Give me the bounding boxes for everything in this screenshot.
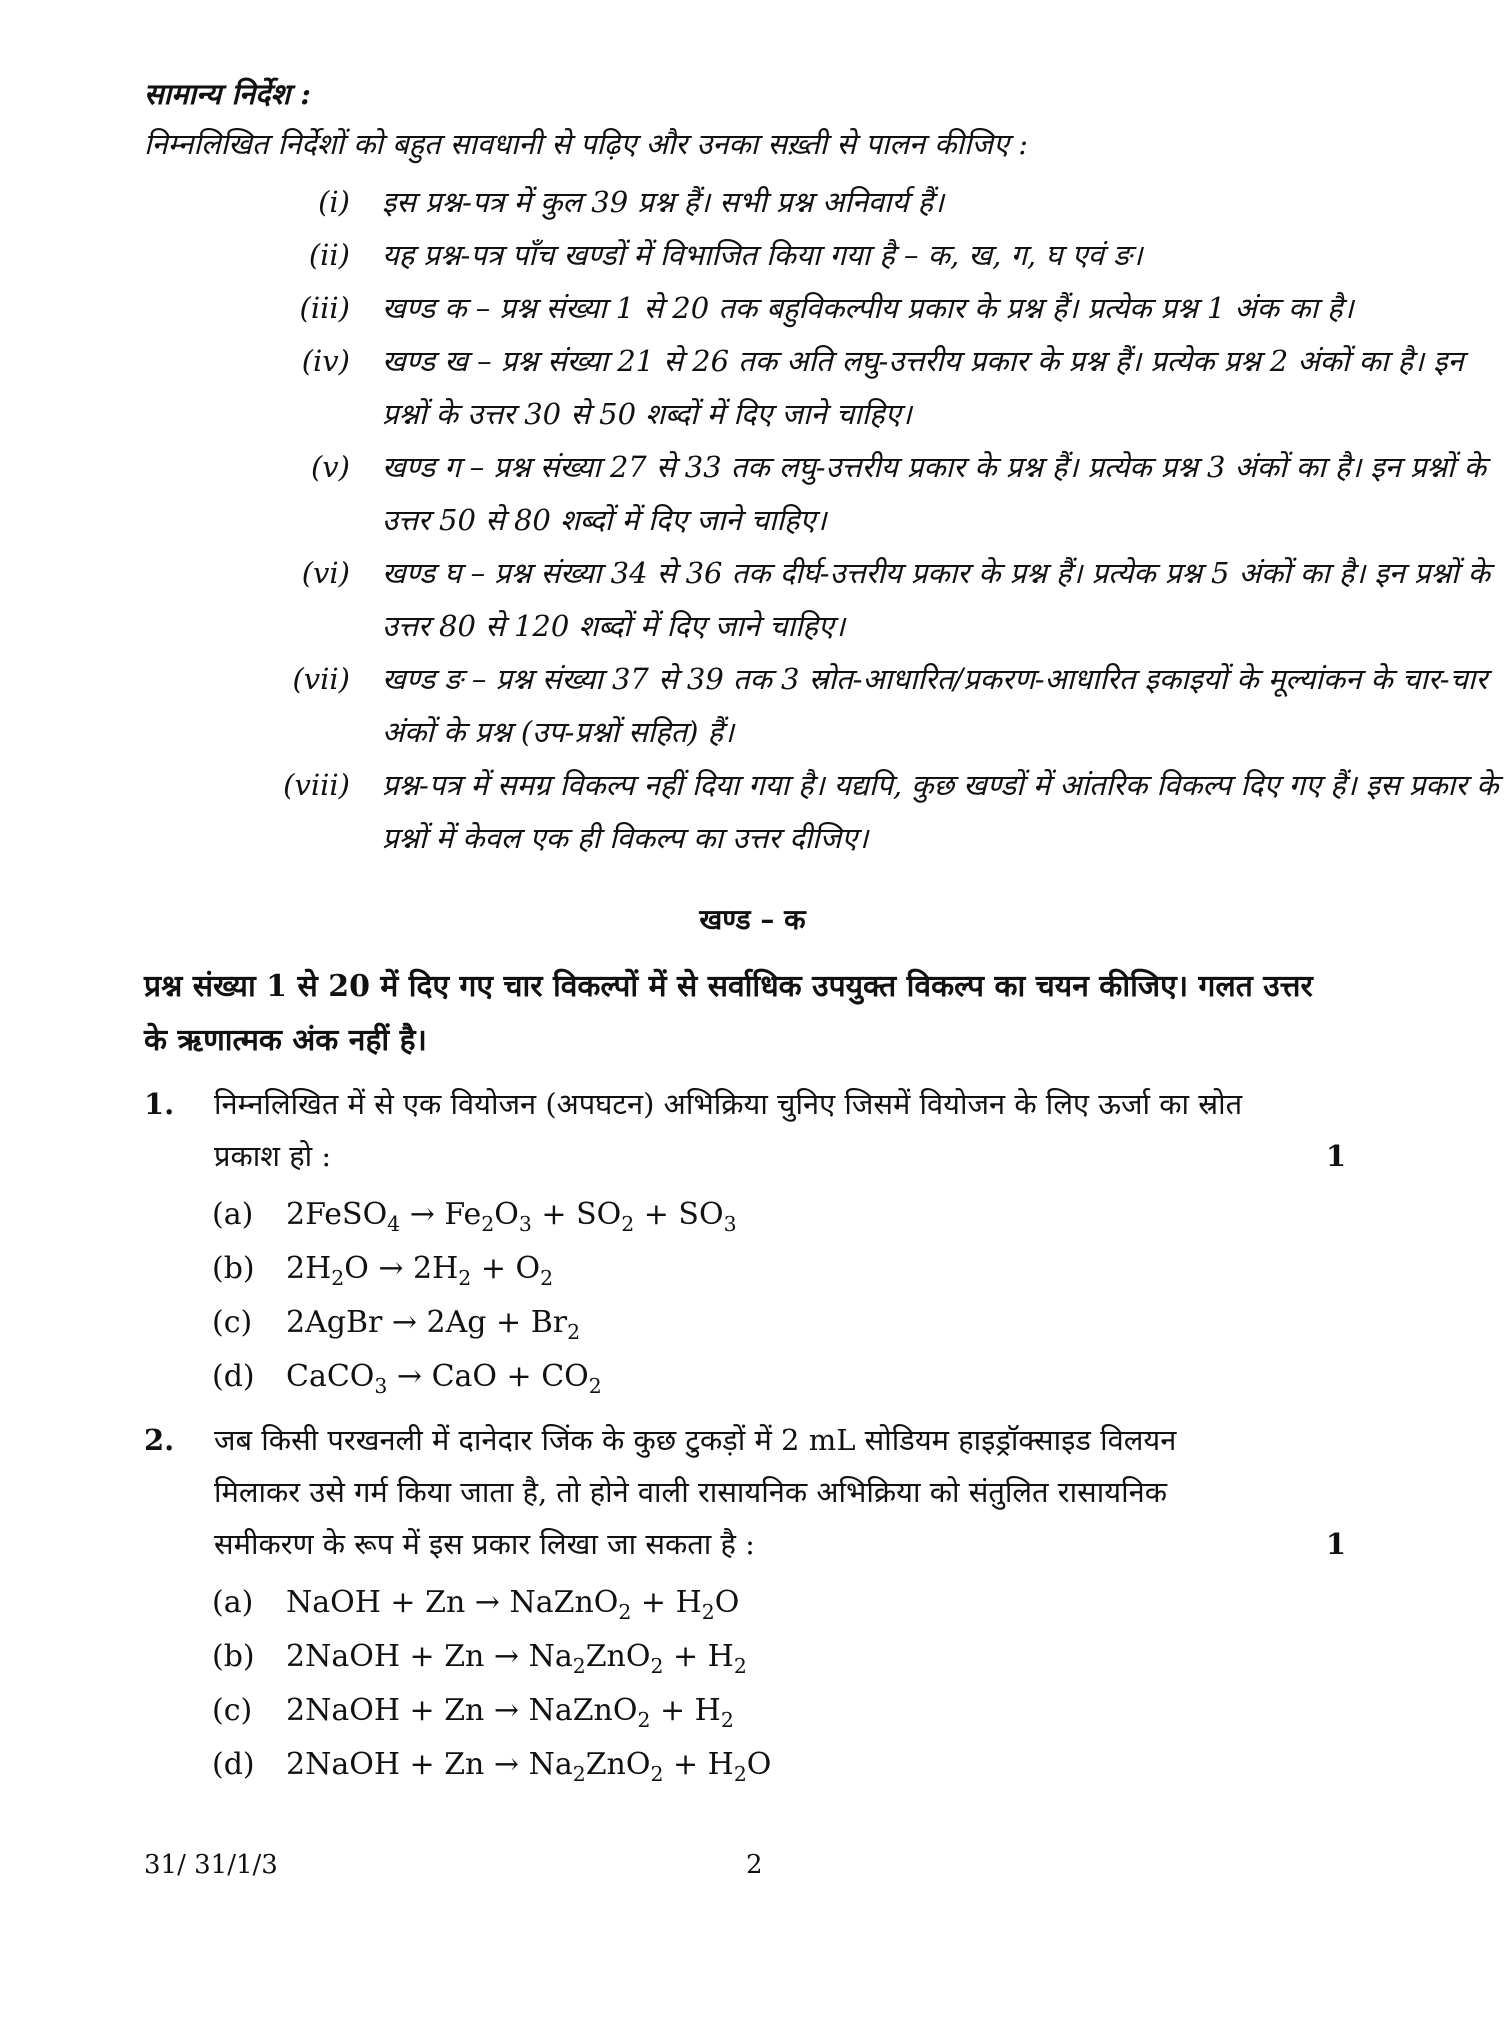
option-equation: 2NaOH + $Zn \to Na_2ZnO_2 + H_2$ xyxy=(286,1639,747,1678)
instruction-number: (v) xyxy=(310,450,350,484)
option-label: (c) xyxy=(212,1305,253,1340)
general-instructions-intro: निम्नलिखित निर्देशों को बहुत सावधानी से पढ़िए और उनका सख़्ती से पालन कीजिए : xyxy=(144,127,1029,161)
option-label: (b) xyxy=(212,1639,255,1674)
instruction-text: खण्ड ङ – प्रश्न संख्या 37 से 39 तक 3 स्रोत-आधारित/प्रकरण-आधारित इकाइयों के मूल्यांकन के चार-चार अंकों के प्रश्न (उप-प्रश्नों सहित) हैं। xyxy=(382,662,1488,749)
option xyxy=(212,1578,739,1637)
option xyxy=(212,1686,734,1745)
instruction-number: (vii) xyxy=(292,662,350,696)
question-marks: 1 xyxy=(1325,1139,1346,1173)
option xyxy=(212,1244,553,1303)
instruction-number: (viii) xyxy=(283,768,350,802)
instruction-text: इस प्रश्न-पत्र में कुल 39 प्रश्न हैं। सभी प्रश्न अनिवार्य हैं। xyxy=(382,185,944,219)
option xyxy=(212,1190,737,1249)
instruction-number: (iii) xyxy=(299,291,350,325)
instruction-number: (vi) xyxy=(301,556,350,590)
option-equation: 2NaOH + Zn → NaZnO$_2$ + $H_2$ xyxy=(286,1693,734,1732)
option xyxy=(212,1298,580,1357)
option-label: (d) xyxy=(212,1747,255,1782)
instruction-text: खण्ड घ – प्रश्न संख्या 34 से 36 तक दीर्घ-उत्तरीय प्रकार के प्रश्न हैं। प्रत्येक प्रश्न 5 अंकों का है। इन प्रश्नों के उत्तर 80 से 120 शब्दों में दिए जाने चाहिए। xyxy=(382,556,1491,643)
option xyxy=(212,1352,602,1411)
option-label: (a) xyxy=(212,1585,254,1620)
section-instruction: प्रश्न संख्या 1 से 20 में दिए गए चार विकल्पों में से सर्वाधिक उपयुक्त विकल्प का चयन कीजिए। गलत उत्तर के ऋणात्मक अंक नहीं है। xyxy=(144,969,1313,1058)
option xyxy=(212,1632,747,1691)
option-equation: CaCO$_3$ → CaO + $CO_2$ xyxy=(286,1359,602,1398)
question-marks: 1 xyxy=(1325,1527,1346,1561)
option-label: (b) xyxy=(212,1251,255,1286)
option-equation: $2H_2O \to 2H_2 + O_2$ xyxy=(286,1251,554,1290)
instruction-number: (iv) xyxy=(301,344,350,378)
instruction-text: खण्ड क – प्रश्न संख्या 1 से 20 तक बहुविकल्पीय प्रकार के प्रश्न हैं। प्रत्येक प्रश्न 1 अंक का है। xyxy=(382,291,1354,325)
option-label: (a) xyxy=(212,1197,254,1232)
general-instructions-heading: सामान्य निर्देश : xyxy=(144,77,311,111)
question-text: निम्नलिखित में से एक वियोजन (अपघटन) अभिक्रिया चुनिए जिसमें वियोजन के लिए ऊर्जा का स्रोत प्रकाश हो : xyxy=(214,1087,1243,1173)
option xyxy=(212,1740,771,1799)
option-equation: 2AgBr → $2Ag + Br_2$ xyxy=(286,1305,581,1344)
instruction-number: (i) xyxy=(318,185,350,219)
question-number: 1. xyxy=(144,1087,175,1121)
question-text: जब किसी परखनली में दानेदार जिंक के कुछ टुकड़ों में 2 mL सोडियम हाइड्रॉक्साइड विलयन मिलाकर उसे गर्म किया जाता है, तो होने वाली रासायनिक अभिक्रिया को संतुलित रासायनिक समीकरण के रूप में इस प्रकार लिखा जा सकता है : xyxy=(214,1423,1177,1561)
instruction-text: यह प्रश्न-पत्र पाँच खण्डों में विभाजित किया गया है – क, ख, ग, घ एवं ङ। xyxy=(382,238,1143,272)
paper-code: 31/ 31/1/3 xyxy=(144,1850,278,1880)
instruction-number: (ii) xyxy=(308,238,350,272)
option-equation: 2NaOH + $Zn \to Na_2ZnO_2 + H_2O$ xyxy=(286,1747,772,1786)
page-number: 2 xyxy=(746,1850,763,1880)
option-equation: 2FeSO$_4$ → $Fe_2O_3 + SO_2 + SO_3$ xyxy=(286,1197,737,1236)
option-label: (d) xyxy=(212,1359,255,1394)
instruction-text: प्रश्न-पत्र में समग्र विकल्प नहीं दिया गया है। यद्यपि, कुछ खण्डों में आंतरिक विकल्प दिए गए हैं। इस प्रकार के प्रश्नों में केवल एक ही विकल्प का उत्तर दीजिए। xyxy=(382,768,1499,855)
option-label: (c) xyxy=(212,1693,253,1728)
instruction-text: खण्ड ग – प्रश्न संख्या 27 से 33 तक लघु-उत्तरीय प्रकार के प्रश्न हैं। प्रत्येक प्रश्न 3 अंकों का है। इन प्रश्नों के उत्तर 50 से 80 शब्दों में दिए जाने चाहिए। xyxy=(382,450,1486,537)
question-number: 2. xyxy=(144,1423,175,1457)
instruction-text: खण्ड ख – प्रश्न संख्या 21 से 26 तक अति लघु-उत्तरीय प्रकार के प्रश्न हैं। प्रत्येक प्रश्न 2 अंकों का है। इन प्रश्नों के उत्तर 30 से 50 शब्दों में दिए जाने चाहिए। xyxy=(382,344,1464,431)
option-equation: NaOH + Zn → NaZnO$_2$ + $H_2O$ xyxy=(286,1585,740,1624)
section-title: खण्ड – क xyxy=(699,903,806,936)
